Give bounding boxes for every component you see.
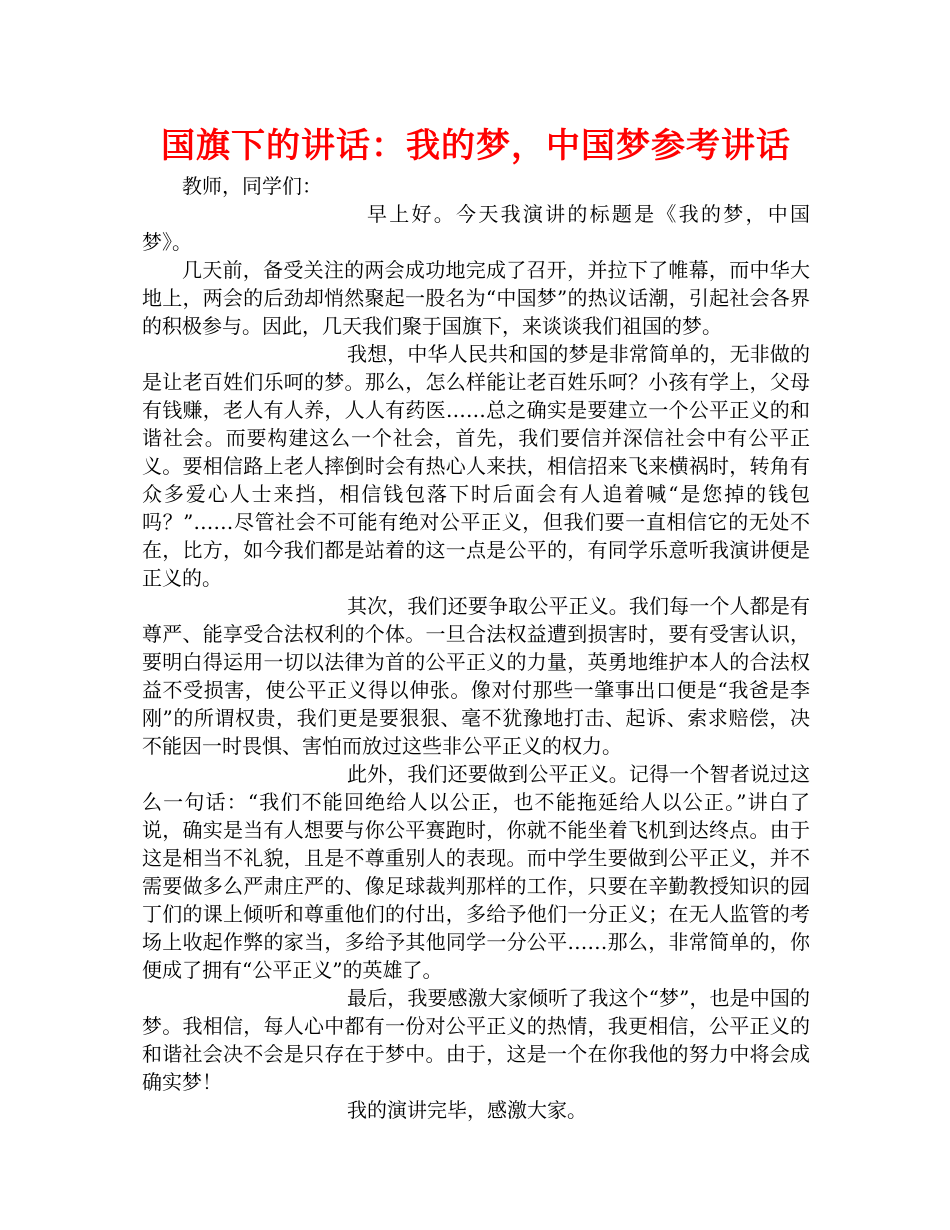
body-paragraph-strive: 其次，我们还要争取公平正义。我们每一个人都是有尊严、能享受合法权利的个体。一旦合法权益遭到损害时，要有受害认识，要明白得运用一切以法律为首的公平正义的力量，英勇地维护本人的合法权益不受损害，使公平正义得以伸张。像对付那些一肇事出口便是“我爸是李刚”的所谓权贵，我们更是要狠狠、毫不犹豫地打击、起诉、索求赔偿，决不能因一时畏惧、害怕而放过这些非公平正义的权力。 xyxy=(142,594,810,758)
closing-paragraph: 我的演讲完毕，感激大家。 xyxy=(347,1098,587,1122)
body-paragraph-practice: 此外，我们还要做到公平正义。记得一个智者说过这么一句话：“我们不能回绝给人以公正，也不能拖延给人以公正。”讲白了说，确实是当有人想要与你公平赛跑时，你就不能坐着飞机到达终点。由于这是相当不礼貌，且是不尊重别人的表现。而中学生要做到公平正义，并不需要做多么严肃庄严的、像足球裁判那样的工作，只要在辛勤教授知识的园丁们的课上倾听和尊重他们的付出，多给予他们一分正义；在无人监管的考场上收起作弊的家当，多给予其他同学一分公平……那么，非常简单的，你便成了拥有“公平正义”的英雄了。 xyxy=(142,762,810,982)
document-title: 国旗下的讲话：我的梦，中国梦参考讲话 xyxy=(161,126,791,166)
document-page xyxy=(142,120,810,1124)
opening-paragraph: 早上好。今天我演讲的标题是《我的梦，中国梦》。 xyxy=(142,202,810,254)
greeting-paragraph: 教师，同学们： xyxy=(182,174,322,198)
conclusion-paragraph: 最后，我要感激大家倾听了我这个“梦”，也是中国的梦。我相信，每人心中都有一份对公平正义的热情，我更相信，公平正义的和谐社会决不会是只存在于梦中。由于，这是一个在你我他的努力中将会成确实梦！ xyxy=(142,986,810,1094)
body-paragraph-dream: 我想，中华人民共和国的梦是非常简单的，无非做的是让老百姓们乐呵的梦。那么，怎么样能让老百姓乐呵？小孩有学上，父母有钱赚，老人有人养，人人有药医……总之确实是要建立一个公平正义的和谐社会。而要构建这么一个社会，首先，我们要信并深信社会中有公平正义。要相信路上老人摔倒时会有热心人来扶，相信招来飞来横祸时，转角有众多爱心人士来挡，相信钱包落下时后面会有人追着喊“是您掉的钱包吗？”……尽管社会不可能有绝对公平正义，但我们要一直相信它的无处不在，比方，如今我们都是站着的这一点是公平的，有同学乐意听我演讲便是正义的。 xyxy=(142,342,810,590)
intro-paragraph: 几天前，备受关注的两会成功地完成了召开，并拉下了帷幕，而中华大地上，两会的后劲却悄然聚起一股名为“中国梦”的热议话潮，引起社会各界的积极参与。因此，几天我们聚于国旗下，来谈谈我们祖国的梦。 xyxy=(142,258,810,338)
